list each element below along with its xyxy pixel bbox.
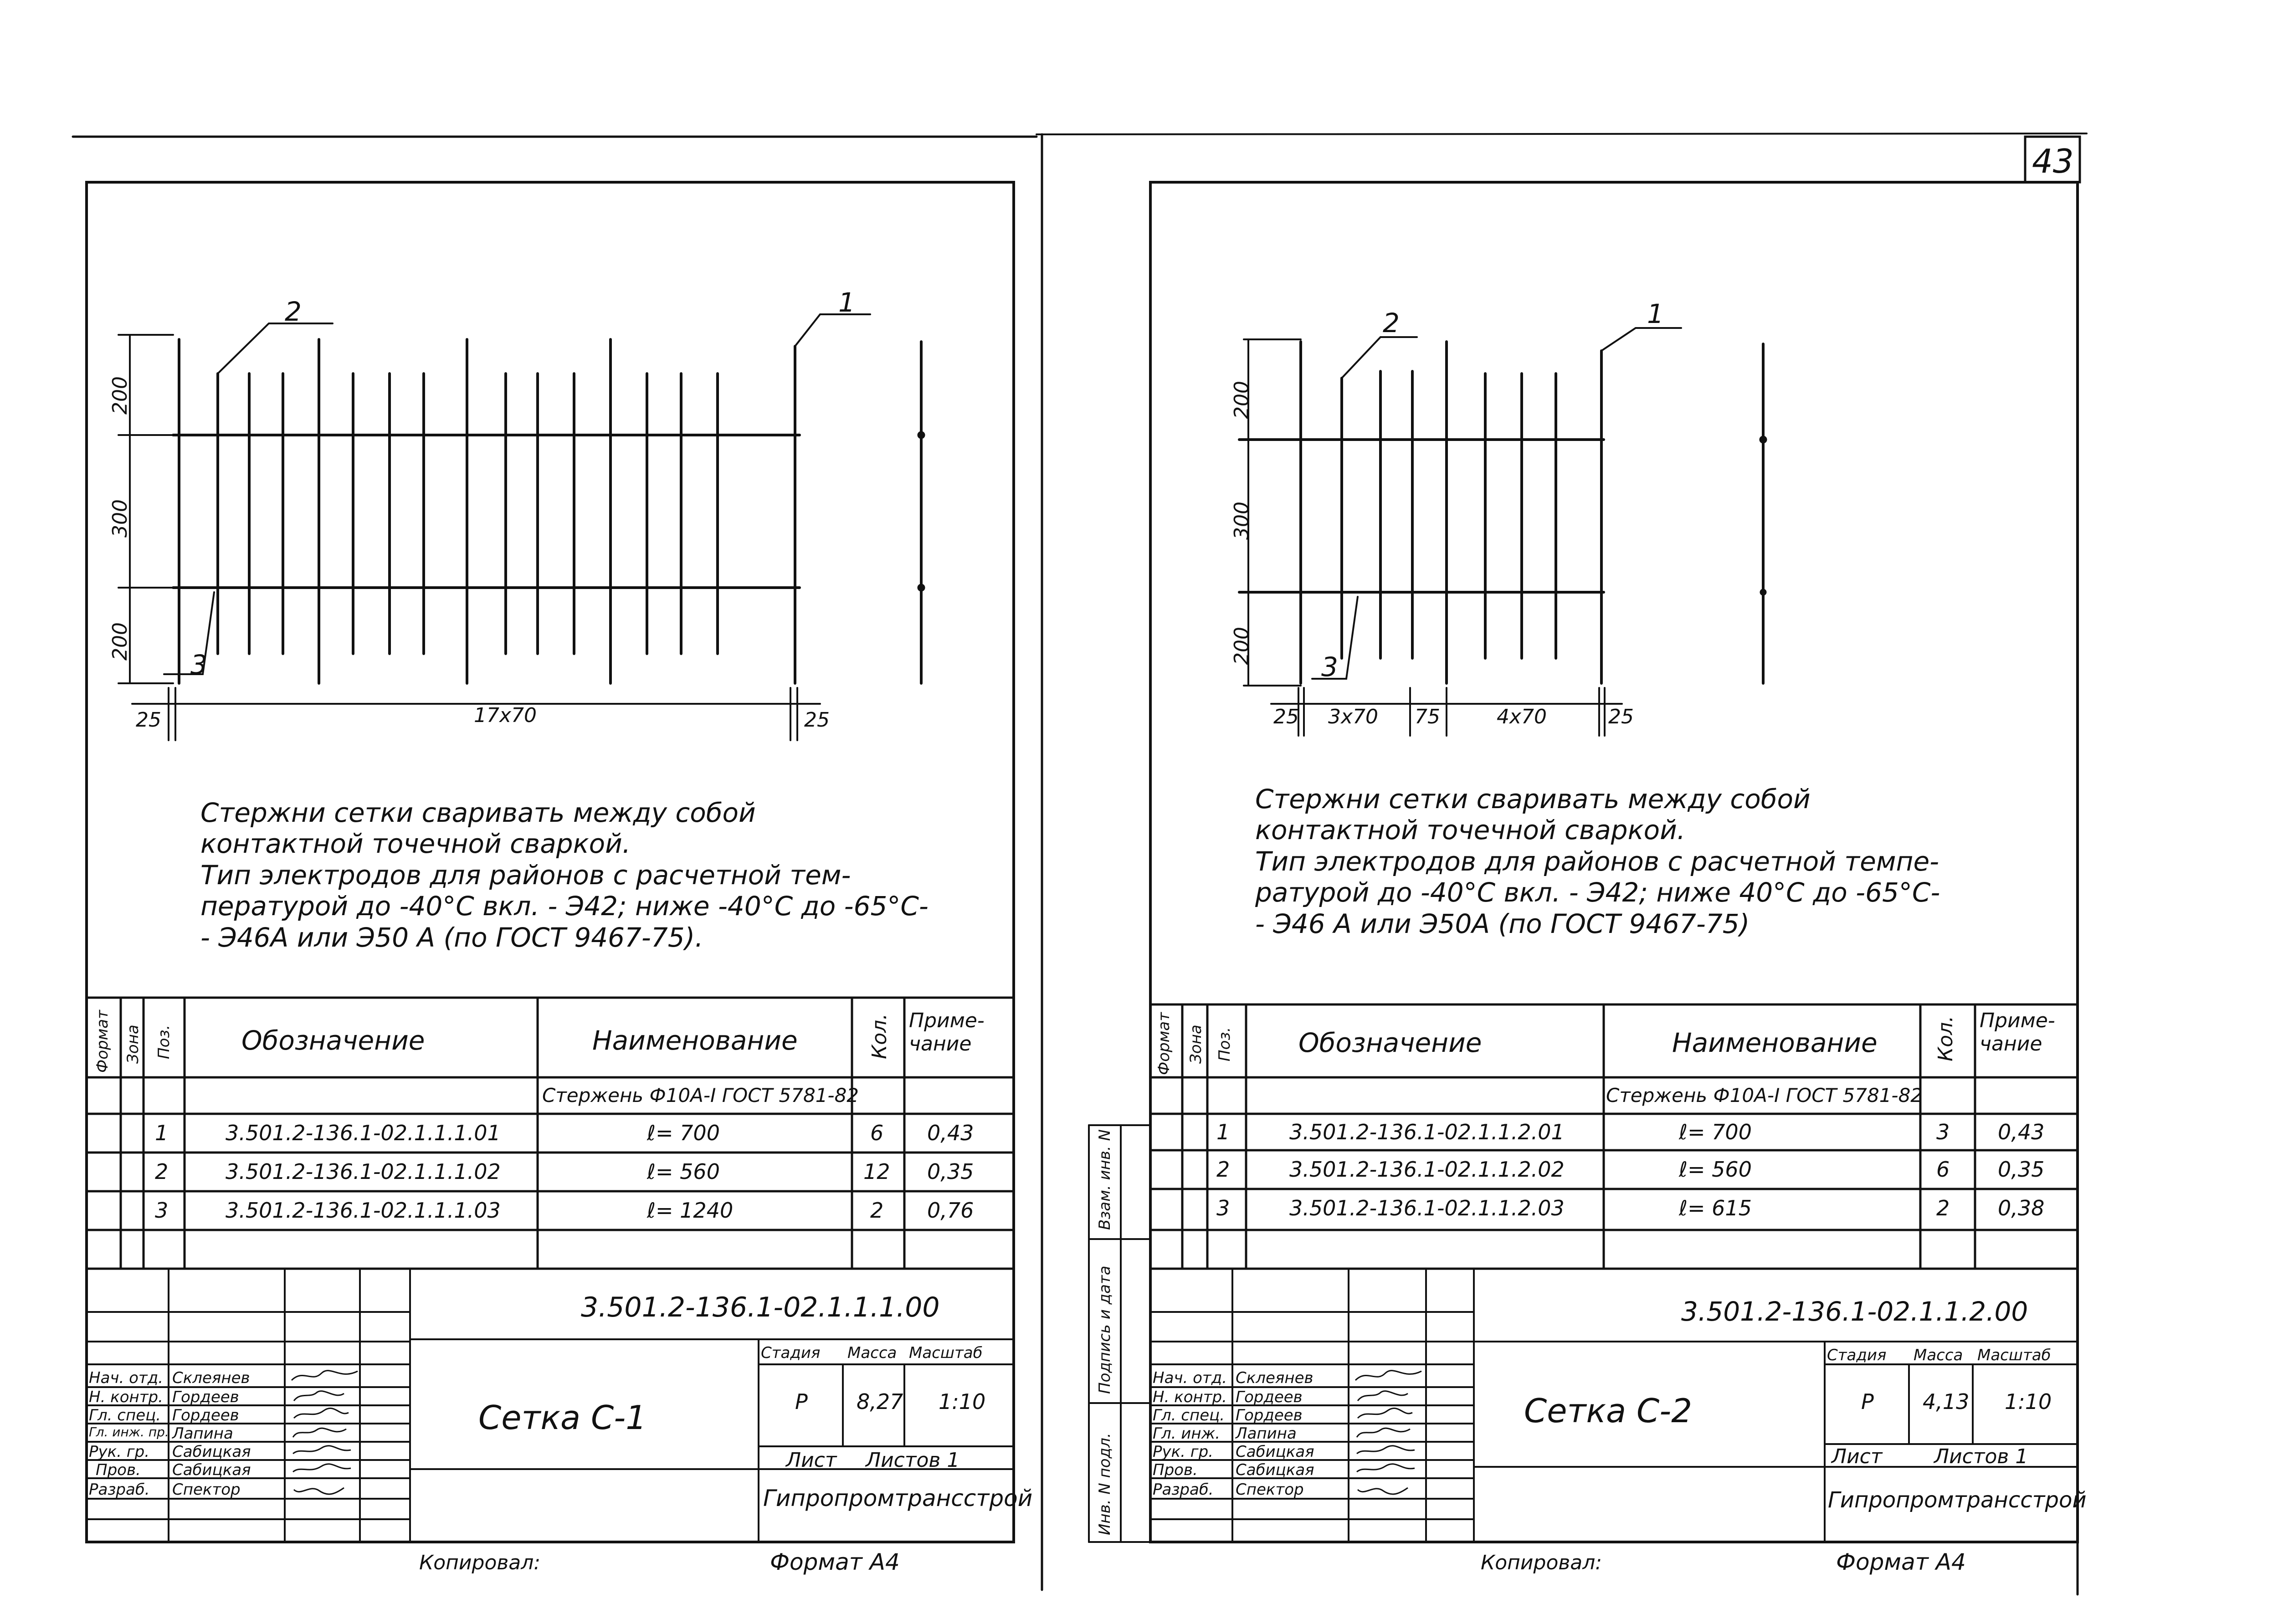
row-pos: 3 [1216, 1196, 1230, 1220]
staff-role: Гл. спец. [1153, 1406, 1225, 1424]
material: Стержень Ф10А-I ГОСТ 5781-82 [1606, 1084, 1923, 1107]
row-qty: 6 [870, 1121, 884, 1145]
row-note: 0,35 [927, 1159, 974, 1184]
staff-role: Разраб. [89, 1481, 150, 1499]
staff-name: Сабицкая [1236, 1443, 1314, 1461]
staff-role: Разраб. [1153, 1481, 1214, 1499]
hdr-pos: Поз. [1216, 1027, 1234, 1061]
hdr-name: Наименование [1672, 1027, 1878, 1058]
signature-6 [289, 1460, 362, 1478]
row-note: 0,76 [927, 1198, 974, 1223]
callout-2: 2 [285, 296, 302, 327]
mass-label: Масса [1914, 1346, 1963, 1364]
row-pos: 3 [155, 1198, 169, 1223]
row-note: 0,38 [1998, 1196, 2045, 1220]
hdr-note: Приме-чание [1980, 1009, 2055, 1055]
row-designation: 3.501.2-136.1-02.1.1.2.01 [1289, 1120, 1565, 1144]
row-note: 0,35 [1998, 1157, 2045, 1182]
dim-middle: 300 [108, 499, 132, 538]
scale-label: Масштаб [909, 1344, 983, 1362]
staff-role: Гл. инж. пр. [89, 1424, 169, 1440]
sheets-label: Листов 1 [866, 1449, 960, 1472]
scale-label: Масштаб [1977, 1346, 2051, 1364]
organization: Гипропромтрансстрой [1828, 1487, 2087, 1513]
staff-name: Сабицкая [172, 1461, 251, 1479]
signature-2 [289, 1387, 362, 1405]
signature-3 [289, 1405, 362, 1424]
sheet-label: Лист [1832, 1445, 1883, 1468]
staff-name: Спектор [1236, 1481, 1304, 1499]
hdr-designation: Обозначение [241, 1025, 425, 1056]
mass-value: 4,13 [1923, 1389, 1970, 1414]
signature-6 [1353, 1460, 1426, 1478]
row-name: ℓ= 1240 [647, 1198, 734, 1223]
dim-right-end: 25 [1608, 705, 1634, 728]
hdr-qty: Кол. [1934, 1015, 1957, 1061]
row-pos: 1 [1216, 1120, 1230, 1144]
dim-bottom: 200 [108, 622, 132, 661]
staff-role: Рук. гр. [89, 1443, 150, 1461]
hdr-pos: Поз. [155, 1025, 173, 1059]
stage-value: Р [795, 1389, 808, 1414]
stage-value: Р [1861, 1389, 1874, 1414]
row-qty: 2 [870, 1198, 884, 1223]
signature-7 [289, 1481, 362, 1499]
staff-name: Спектор [172, 1481, 241, 1499]
stamp-signature-date: Подпись и дата [1096, 1265, 1114, 1394]
signature-2 [1353, 1387, 1426, 1405]
staff-role: Нач. отд. [1153, 1369, 1227, 1387]
hdr-format: Формат [93, 1010, 112, 1073]
row-designation: 3.501.2-136.1-02.1.1.2.03 [1289, 1196, 1565, 1220]
hdr-format: Формат [1155, 1012, 1173, 1075]
callout-3: 3 [1321, 651, 1338, 682]
row-qty: 6 [1936, 1157, 1950, 1182]
dim-mid: 75 [1415, 705, 1440, 728]
stamp-replacement: Взам. инв. N [1096, 1129, 1114, 1230]
callout-3: 3 [190, 649, 207, 680]
scale-value: 1:10 [939, 1389, 986, 1414]
row-pos: 2 [1216, 1157, 1230, 1182]
sheet-label: Лист [786, 1449, 837, 1472]
staff-role: Нач. отд. [89, 1369, 164, 1387]
staff-role: Рук. гр. [1153, 1443, 1214, 1461]
welding-notes: Стержни сетки сваривать между собой контактной точечной сваркой. Тип электродов для районов с расчетной темпе- ратурой до -40°С вкл. - Э42; ниже 40°С до -65°С- - Э46 А или Э50А (по ГОСТ 9467-75) [1255, 784, 1940, 939]
page-number: 43 [2032, 142, 2074, 180]
scale-value: 1:10 [2005, 1389, 2052, 1414]
stage-label: Стадия [761, 1344, 821, 1362]
signature-7 [1353, 1481, 1426, 1499]
welding-notes: Стержни сетки сваривать между собой контактной точечной сваркой. Тип электродов для районов с расчетной тем- пературой до -40°С вкл. - Э42; ниже -40°С до -65°С- - Э46А или Э50 А (по ГОСТ 9467-75). [200, 797, 929, 953]
staff-name: Гордеев [172, 1388, 239, 1406]
doc-code: 3.501.2-136.1-02.1.1.1.00 [581, 1291, 940, 1323]
staff-name: Лапина [172, 1424, 233, 1443]
dim-span-2: 4x70 [1497, 705, 1547, 728]
staff-name: Сабицкая [172, 1443, 251, 1461]
stage-label: Стадия [1827, 1346, 1887, 1364]
doc-code: 3.501.2-136.1-02.1.1.2.00 [1681, 1296, 2028, 1327]
copied-by: Копировал: [419, 1551, 541, 1574]
signature-5 [1353, 1442, 1426, 1460]
hdr-qty: Кол. [868, 1013, 891, 1059]
staff-role: Пров. [1153, 1461, 1198, 1479]
dim-right-end: 25 [804, 708, 830, 732]
dim-bottom: 200 [1230, 627, 1253, 665]
signature-4 [1353, 1424, 1426, 1442]
sheets-label: Листов 1 [1934, 1445, 2028, 1468]
row-designation: 3.501.2-136.1-02.1.1.1.01 [226, 1121, 501, 1145]
row-name: ℓ= 560 [647, 1159, 720, 1184]
dim-top: 200 [108, 376, 132, 415]
signature-1 [289, 1367, 362, 1385]
drawing-title: Сетка С-2 [1524, 1392, 1693, 1430]
row-name: ℓ= 700 [1679, 1120, 1752, 1144]
hdr-zone: Зона [1187, 1025, 1205, 1064]
hdr-note: Приме-чание [909, 1009, 985, 1055]
hdr-name: Наименование [592, 1025, 798, 1056]
staff-role: Н. контр. [1153, 1388, 1227, 1406]
row-note: 0,43 [927, 1121, 974, 1145]
callout-1: 1 [1647, 298, 1664, 329]
row-designation: 3.501.2-136.1-02.1.1.1.02 [226, 1159, 501, 1184]
signature-1 [1353, 1367, 1426, 1385]
drawing-title: Сетка С-1 [478, 1399, 647, 1437]
dim-left-end: 25 [136, 708, 161, 732]
dim-span-1: 3x70 [1328, 705, 1379, 728]
row-qty: 2 [1936, 1196, 1950, 1220]
dim-left-end: 25 [1273, 705, 1299, 728]
stamp-original-inv: Инв. N подл. [1096, 1433, 1114, 1535]
staff-role: Н. контр. [89, 1388, 163, 1406]
mass-label: Масса [847, 1344, 897, 1362]
staff-name: Гордеев [1236, 1406, 1303, 1424]
staff-name: Гордеев [172, 1406, 239, 1424]
row-qty: 12 [863, 1159, 890, 1184]
callout-1: 1 [838, 287, 855, 318]
dim-span: 17x70 [474, 704, 537, 727]
staff-role: Пров. [96, 1461, 141, 1479]
staff-name: Склеянев [172, 1369, 250, 1387]
mass-value: 8,27 [857, 1389, 903, 1414]
signature-3 [1353, 1405, 1426, 1424]
callout-2: 2 [1383, 307, 1400, 338]
staff-name: Гордеев [1236, 1388, 1303, 1406]
signature-5 [289, 1442, 362, 1460]
copied-by: Копировал: [1481, 1551, 1602, 1574]
organization: Гипропромтрансстрой [763, 1485, 1033, 1511]
staff-name: Сабицкая [1236, 1461, 1314, 1479]
row-pos: 2 [155, 1159, 169, 1184]
row-designation: 3.501.2-136.1-02.1.1.2.02 [1289, 1157, 1565, 1182]
staff-name: Лапина [1236, 1424, 1297, 1443]
row-designation: 3.501.2-136.1-02.1.1.1.03 [226, 1198, 501, 1223]
hdr-zone: Зона [124, 1025, 142, 1064]
sheet-format: Формат А4 [770, 1549, 900, 1575]
row-name: ℓ= 700 [647, 1121, 720, 1145]
row-pos: 1 [155, 1121, 169, 1145]
row-name: ℓ= 615 [1679, 1196, 1752, 1220]
row-note: 0,43 [1998, 1120, 2045, 1144]
hdr-designation: Обозначение [1298, 1027, 1482, 1058]
staff-name: Склеянев [1236, 1369, 1313, 1387]
row-qty: 3 [1936, 1120, 1950, 1144]
staff-role: Гл. спец. [89, 1406, 161, 1424]
dim-middle: 300 [1230, 502, 1253, 540]
dim-top: 200 [1230, 381, 1253, 419]
material: Стержень Ф10А-I ГОСТ 5781-82 [542, 1084, 859, 1107]
staff-role: Гл. инж. [1153, 1424, 1221, 1443]
row-name: ℓ= 560 [1679, 1157, 1752, 1182]
sheet-format: Формат А4 [1836, 1549, 1966, 1575]
signature-4 [289, 1424, 362, 1442]
